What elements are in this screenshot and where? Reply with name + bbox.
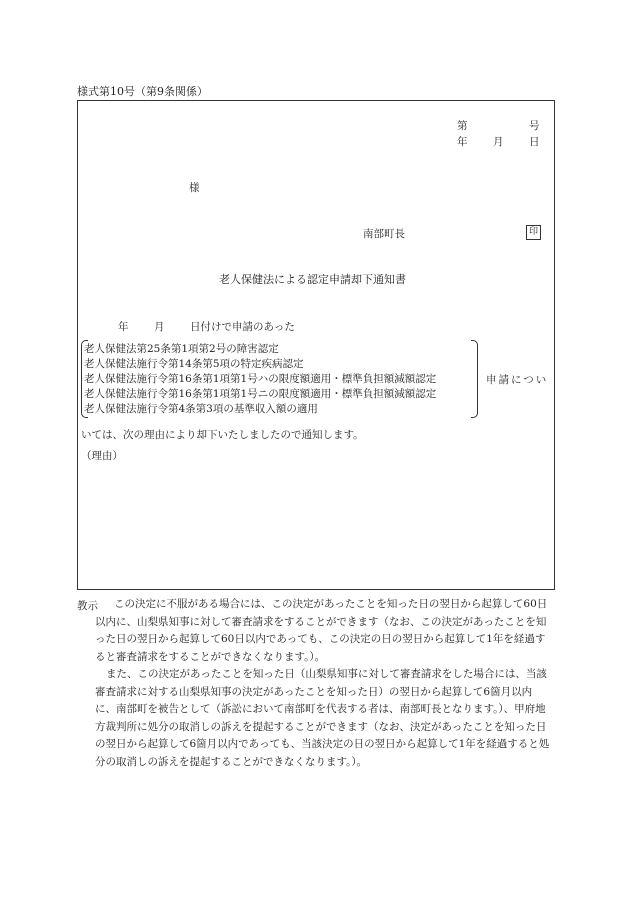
- rejection-statement: いては、次の理由により却下いたしましたので通知します。: [81, 429, 364, 441]
- document-number-suffix: 号: [529, 120, 540, 132]
- date-month-label: 月: [493, 136, 504, 148]
- application-date-year: 年: [118, 321, 129, 333]
- application-item: 老人保健法施行令第4条第3項の基準収入額の適用: [84, 403, 318, 415]
- notice-label: 教示: [77, 600, 98, 612]
- form-number-label: 様式第10号（第9条関係）: [77, 85, 208, 98]
- notice-paragraph-2: また、この決定があったことを知った日（山梨県知事に対して審査請求をした場合には、当該審査請求に対する山梨県知事の決定があったことを知った日）の翌日から起算して6箇月以内に、南部町を被告として（訴訟において南部町を代表する者は、南部町長となります。）、甲府地方裁判所に処分の取消しの訴えを提起することができます（なお、決定があったことを知った日の翌日から起算して6箇月以内であっても、当該決定の日の翌日から起算して1年を経過すると処分の取消しの訴えを提起することができなくなります。）。: [95, 668, 550, 768]
- application-item: 老人保健法施行令第16条第1項第1号ニの限度額適用・標準負担額減額認定: [84, 388, 437, 400]
- document-number-prefix: 第: [457, 120, 468, 132]
- addressee-honorific: 様: [189, 182, 200, 194]
- application-date-text: 日付けで申請のあった: [190, 321, 295, 333]
- seal-mark: 印: [526, 225, 541, 240]
- issuer-title: 南部町長: [363, 228, 405, 240]
- items-trailing-text: 申請につい: [486, 374, 549, 386]
- application-item: 老人保健法第25条第1項第2号の障害認定: [84, 343, 279, 355]
- application-date-month: 月: [154, 321, 165, 333]
- document-title: 老人保健法による認定申請却下通知書: [219, 273, 406, 286]
- items-bracket-right: [471, 340, 478, 418]
- date-day-label: 日: [529, 136, 540, 148]
- reason-label: （理由）: [81, 450, 123, 462]
- date-year-label: 年: [457, 136, 468, 148]
- application-item: 老人保健法施行令第16条第1項第1号ハの限度額適用・標準負担額減額認定: [84, 373, 437, 385]
- notice-paragraph-1: この決定に不服がある場合には、この決定があったことを知った日の翌日から起算して60日以内に、山梨県知事に対して審査請求をすることができます（なお、この決定があったことを知った日の翌日から起算して60日以内であっても、この決定の日の翌日から起算して1年を経過すると審査請求をすることができなくなります。）。: [95, 598, 548, 663]
- application-item: 老人保健法施行令第14条第5項の特定疾病認定: [84, 358, 304, 370]
